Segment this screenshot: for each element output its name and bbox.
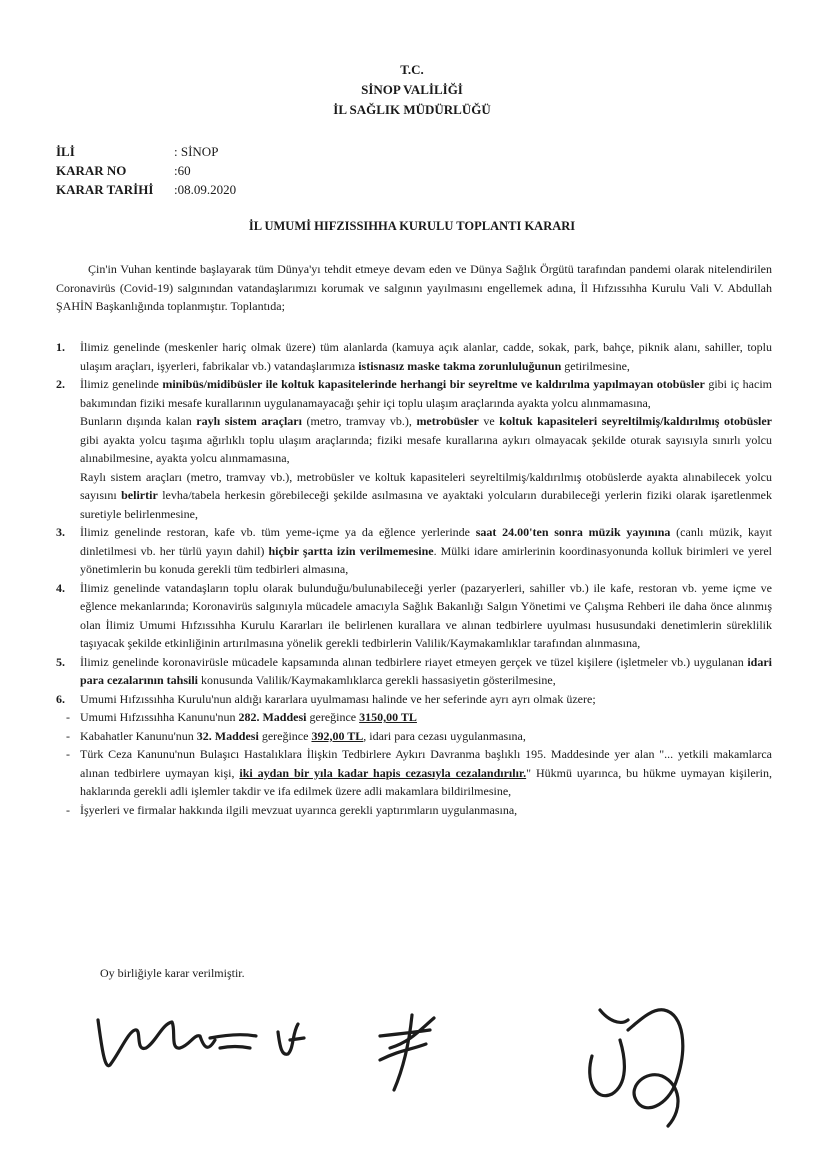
decision-item-2: [56, 375, 772, 523]
item-paragraph: [80, 375, 772, 412]
item-emphasis: istisnasız maske takma zorunluluğunun: [358, 358, 562, 373]
item-number: 4.: [56, 580, 65, 595]
item-text: Raylı sistem araçları (metro, tramvay vb.), metrobüsler ve koltuk kapasiteleri seyreltilmiş/kaldırılmış otobüslerde ayakta alınabilecek yolcu sayısını: [80, 469, 772, 502]
meta-value: : SİNOP: [174, 144, 219, 159]
fine-amount: 3150,00 TL: [359, 710, 417, 724]
penalty-text: [80, 727, 772, 746]
document-header: [0, 60, 824, 120]
decision-item-3: [56, 523, 772, 579]
item-body: İlimiz genelinde vatandaşların toplu olarak bulunduğu/bulunabileceği yerler (pazaryerleri, sahiller vb.) ile kafe, restoran vb. yeme içme ve eğlence mekanlarında; Koronavirüs salgınıyla mücadele amacıyla Sağlık Bakanlığı Salgın Yönetimi ve Çalışma Rehberi ile daha önce alınmış olan İlimiz Umumi Hıfzıssıhha Kurulu Kararları ile belirlenen kurallara ve alınan tedbirlere uyulması hususundaki denetimlerin süreklilik taşıyacak şekilde etkinliğinin artırılmasına yönelik gerekli tedbirlerin Valilik/Kaymakamlıklar tarafından alınmasına,: [80, 580, 772, 650]
decision-item-1: [56, 338, 772, 375]
prison-sentence-text: iki aydan bir yıla kadar hapis cezasıyla cezalandırılır.: [239, 765, 527, 780]
meta-row-decision-date: [56, 180, 236, 199]
item-text: gereğince: [258, 728, 312, 743]
signature-3: [590, 1010, 683, 1126]
item-body: [80, 653, 772, 690]
item-text: ve: [478, 414, 500, 428]
signature-1: [98, 1020, 304, 1066]
item-text: İlimiz genelinde koronavirüsle mücadele kapsamında alınan tedbirlere riayet etmeyen gerçek ve tüzel kişilere (işletmeler vb.) uygulanan: [80, 654, 748, 669]
item-text: Umumi Hıfzıssıhha Kanunu'nun: [80, 710, 239, 724]
penalty-text: [80, 745, 772, 801]
fine-amount: 392,00 TL: [311, 728, 364, 743]
item-emphasis: saat 24.00'ten sonra müzik yayınına: [475, 525, 671, 539]
item-text: (canlı müzik, kayıt dinletilmesi vb. her türlü yayın dahil): [80, 525, 772, 558]
decision-meta: [56, 142, 236, 199]
meta-label: KARAR TARİHİ: [56, 182, 154, 197]
meta-value: :60: [174, 163, 191, 178]
item-body: [80, 690, 772, 709]
penalty-item-4: [56, 801, 772, 820]
item-text: konusunda Valilik/Kaymakamlıklarca gerekli hassasiyetin gösterilmesine,: [198, 673, 556, 687]
signatures-svg: [80, 990, 780, 1140]
signatures-area: [80, 990, 780, 1140]
item-emphasis: hiçbir şartta izin verilmemesine: [268, 543, 434, 558]
item-number: 3.: [56, 525, 65, 539]
item-emphasis: 282. Maddesi: [238, 710, 307, 724]
item-text: İlimiz genelinde (meskenler hariç olmak üzere) tüm alanlarda (kamuya açık alanlar, cadde, sokak, park, bahçe, piknik alanı, sahiller, toplu ulaşım araçları, işyerleri, fabrikalar vb.) vatandaşlarımıza: [80, 340, 772, 373]
item-emphasis: raylı sistem araçları: [196, 414, 302, 428]
decision-item-6: [56, 690, 772, 709]
item-text: gereğince: [306, 710, 360, 724]
item-text: " Hükmü uyarınca, bu hükme uymayan kişilerin, haklarında gerekli adli işlemler takdir ve ifa edilmek üzere adli makamlara bildirilmesine,: [80, 765, 772, 798]
item-number: 1.: [56, 340, 65, 354]
item-body: [80, 523, 772, 579]
meta-label: KARAR NO: [56, 163, 127, 178]
item-text: . Mülki idare amirlerinin koordinasyonunda kolluk birimleri ve yerel yönetimlerin bu konuda gerekli tüm tedbirleri almasına,: [80, 543, 772, 576]
item-text: Bunların dışında kalan: [80, 414, 197, 428]
item-text: (metro, tramvay vb.),: [301, 414, 417, 428]
item-emphasis: idari para cezalarının tahsili: [80, 654, 772, 687]
item-paragraph: [80, 468, 772, 524]
item-emphasis: belirtir: [121, 488, 158, 502]
header-tc: T.C.: [400, 62, 424, 77]
item-body: [80, 375, 772, 523]
item-paragraph: Umumi Hıfzıssıhha Kurulu'nun aldığı kararlara uyulmaması halinde ve her seferinde ayrı ayrı olmak üzere;: [80, 691, 596, 706]
meta-label: İLİ: [56, 144, 75, 159]
intro-paragraph: Çin'in Vuhan kentinde başlayarak tüm Dünya'yı tehdit etmeye devam eden ve Dünya Sağlık Örgütü tarafından pandemi olarak nitelendirilen Coronavirüs (Covid-19) salgınından vatandaşlarımızı korumak ve salgının yayılmasını engellemek adına, İl Hıfzıssıhha Kurulu Vali V. Abdullah ŞAHİN Başkanlığında toplanmıştır. Toplantıda;: [56, 262, 772, 313]
decision-item-4: [56, 579, 772, 653]
penalty-text: [80, 708, 772, 727]
item-text: İlimiz genelinde restoran, kafe vb. tüm yeme-içme ya da eğlence yerlerinde: [80, 525, 476, 539]
item-text: , idari para cezası uygulanmasına,: [363, 728, 526, 743]
document-title: İL UMUMİ HIFZISSIHHA KURULU TOPLANTI KARARI: [248, 219, 576, 233]
dash-bullet: -: [66, 728, 70, 743]
header-directorate: İL SAĞLIK MÜDÜRLÜĞÜ: [333, 102, 491, 117]
item-text: İlimiz genelinde: [80, 377, 163, 391]
penalty-item-3: [56, 745, 772, 801]
penalty-item-1: [56, 708, 772, 727]
item-text: levha/tabela herkesin görebileceği şekilde asılmasına ve ayaktaki yolcuların durabileceği yerlerin fiziki olarak işaretlenmek suretiyle belirlenmesine,: [80, 488, 773, 521]
item-text: Türk Ceza Kanunu'nun Bulaşıcı Hastalıklara İlişkin Tedbirlere Aykırı Davranma başlıklı 195. Maddesinde yer alan "... yetkili makamlarca alınan tedbirlere uymayan kişi,: [80, 747, 772, 780]
item-number: 2.: [56, 377, 65, 391]
item-text: gibi iç hacim bakımından fiziki mesafe kurallarının uygulanamayacağı şehir içi toplu ulaşım araçlarında ayakta yolcu alınmamasına,: [80, 377, 772, 410]
item-body: [80, 338, 772, 375]
item-number: 6.: [56, 691, 65, 706]
decision-item-5: [56, 653, 772, 690]
item-emphasis: 32. Maddesi: [196, 728, 259, 743]
penalty-item-2: [56, 727, 772, 746]
item-emphasis: metrobüsler: [416, 414, 479, 428]
item-text: gibi ayakta yolcu taşıma ağırlıklı toplu ulaşım araçlarında; fiziki mesafe kurallarına aykırı olmayacak şekilde oturak sayısıyla sınırlı yolcu alınabilmesine, ayakta yolcu alınmamasına,: [80, 432, 772, 465]
dash-bullet: -: [66, 802, 70, 817]
meta-row-province: [56, 142, 236, 161]
item-text: Kabahatler Kanunu'nun: [80, 728, 197, 743]
item-emphasis: koltuk kapasiteleri seyreltilmiş/kaldırılmış otobüsler: [499, 414, 773, 428]
signature-2: [380, 1015, 434, 1090]
closing-statement: Oy birliğiyle karar verilmiştir.: [100, 966, 245, 980]
item-paragraph: [80, 412, 772, 468]
item-emphasis: minibüs/midibüsler ile koltuk kapasitelerinde herhangi bir seyreltme ve kaldırılma yapılmayan otobüsler: [162, 377, 705, 391]
header-governorship: SİNOP VALİLİĞİ: [361, 82, 463, 97]
decision-items: [56, 338, 772, 819]
penalty-text: İşyerleri ve firmalar hakkında ilgili mevzuat uyarınca gerekli yaptırımların uygulanmasına,: [80, 802, 518, 817]
meta-value: :08.09.2020: [174, 182, 237, 197]
dash-bullet: -: [66, 710, 70, 724]
item-number: 5.: [56, 654, 65, 669]
item-text: getirilmesine,: [561, 358, 630, 373]
meta-row-decision-no: [56, 161, 236, 180]
dash-bullet: -: [66, 747, 70, 761]
